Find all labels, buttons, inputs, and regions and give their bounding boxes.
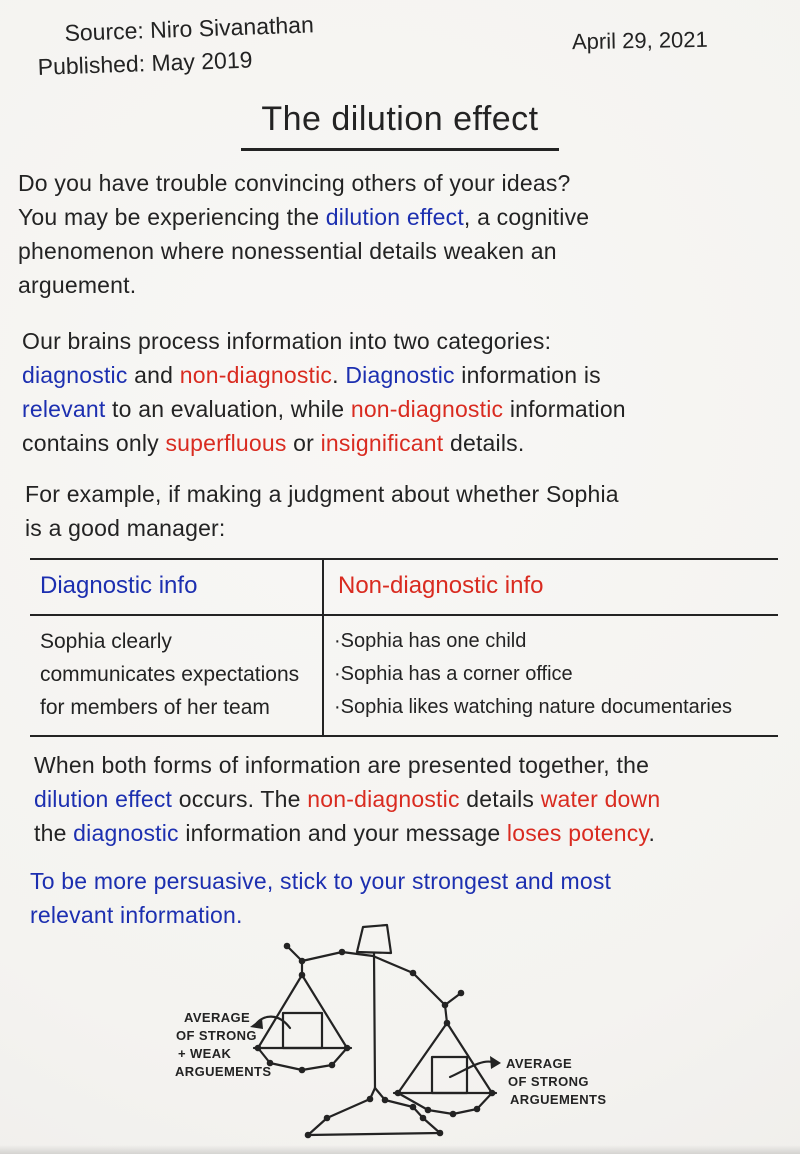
text-segment: and <box>127 362 180 388</box>
text-line <box>34 816 660 850</box>
text-segment: . <box>332 362 346 388</box>
published-line: Published: May 2019 <box>37 46 253 80</box>
table-header-non-diagnostic-text: Non-diagnostic info <box>338 572 544 599</box>
text-segment: Diagnostic <box>345 362 455 388</box>
text-line <box>40 625 322 658</box>
text-segment: information is <box>454 362 601 388</box>
table-header-diagnostic-text: Diagnostic info <box>40 572 198 599</box>
text-segment: ·Sophia has a corner office <box>334 663 573 685</box>
text-segment: When both forms of information are presented together, the <box>34 752 650 778</box>
page-title <box>0 100 800 151</box>
text-line <box>22 426 626 460</box>
text-segment: details <box>459 786 541 812</box>
right-label-line: ARGUEMENTS <box>510 1092 607 1107</box>
date-label: April 29, 2021 <box>571 26 708 55</box>
text-line <box>22 324 626 358</box>
text-segment: Our brains process information into two categories: <box>22 328 552 354</box>
table-header-row <box>30 560 778 616</box>
text-line <box>18 200 589 234</box>
diagram-labels <box>175 1010 606 1107</box>
text-line <box>40 691 322 724</box>
text-segment: Sophia clearly <box>40 630 172 653</box>
text-segment: non-diagnostic <box>350 396 504 422</box>
text-line <box>34 782 660 816</box>
base-bottom <box>308 1133 440 1135</box>
text-line <box>18 234 589 268</box>
right-arrowhead <box>490 1056 501 1069</box>
text-segment: contains only <box>22 430 166 456</box>
text-segment: ·Sophia likes watching nature documentaries <box>334 696 732 718</box>
text-segment: water down <box>540 786 661 812</box>
text-line <box>25 511 619 545</box>
table-body-row <box>30 616 778 735</box>
left-label-line: + WEAK <box>178 1046 232 1061</box>
text-segment: dilution effect <box>325 204 464 230</box>
paragraph-intro <box>18 166 589 302</box>
text-segment: You may be experiencing the <box>18 204 326 230</box>
source-line: Source: Niro Sivanathan <box>64 11 315 47</box>
table-header-diagnostic <box>30 560 322 614</box>
text-segment: arguement. <box>18 272 137 298</box>
text-line <box>25 477 619 511</box>
right-label-arrow <box>450 1062 492 1077</box>
comparison-table <box>30 558 778 737</box>
text-line <box>334 691 778 724</box>
text-segment: is a good manager: <box>25 515 226 541</box>
text-segment: To be more persuasive, stick to your strongest and most <box>30 868 612 894</box>
text-segment: Do you have trouble convincing others of your ideas? <box>18 170 571 196</box>
text-segment: relevant information. <box>30 902 243 928</box>
text-segment: For example, if making a judgment about whether Sophia <box>25 481 619 507</box>
text-segment: phenomenon where nonessential details weaken an <box>18 238 557 264</box>
text-segment: details. <box>443 430 525 456</box>
right-label-line: AVERAGE <box>506 1056 573 1071</box>
text-line <box>18 166 589 200</box>
text-line <box>334 658 778 691</box>
text-segment: dilution effect <box>34 786 173 812</box>
right-label-line: OF STRONG <box>508 1074 589 1089</box>
source-block <box>36 8 315 84</box>
text-segment: , a cognitive <box>463 204 590 230</box>
text-segment: information and your message <box>178 820 507 846</box>
paragraph-dilution <box>34 748 660 850</box>
left-label-line: AVERAGE <box>184 1010 251 1025</box>
text-segment: loses potency <box>506 820 649 846</box>
text-segment: for members of her team <box>40 696 270 719</box>
text-segment: diagnostic <box>22 362 128 388</box>
text-segment: to an evaluation, while <box>105 396 351 422</box>
text-segment: non-diagnostic <box>179 362 333 388</box>
left-label-line: OF STRONG <box>176 1028 257 1043</box>
table-cell-non-diagnostic <box>322 616 778 735</box>
text-segment: communicates expectations <box>40 663 300 686</box>
text-line <box>18 268 589 302</box>
paragraph-example <box>25 477 619 545</box>
scale-pivot-handle <box>357 925 391 953</box>
text-segment: ·Sophia has one child <box>334 630 527 652</box>
text-line <box>40 658 322 691</box>
text-line <box>22 392 626 426</box>
text-line <box>334 625 778 658</box>
text-segment: superfluous <box>165 430 287 456</box>
text-segment: . <box>648 820 656 846</box>
text-line <box>30 864 611 898</box>
left-label-line: ARGUEMENTS <box>175 1064 272 1079</box>
text-segment: relevant <box>22 396 106 422</box>
left-weight-box <box>283 1013 322 1048</box>
scale-beam <box>287 946 445 1005</box>
text-segment: non-diagnostic <box>307 786 460 812</box>
scale-pole <box>374 953 375 1088</box>
right-weight-box <box>432 1057 467 1093</box>
paragraph-categories <box>22 324 626 460</box>
text-segment: diagnostic <box>73 820 179 846</box>
text-segment: or <box>286 430 321 456</box>
left-pan-strings <box>258 975 347 1048</box>
balance-scale-sketch <box>150 916 680 1154</box>
text-segment: occurs. The <box>172 786 308 812</box>
page-title-text: The dilution effect <box>241 100 558 151</box>
table-cell-diagnostic <box>30 616 322 735</box>
text-segment: insignificant <box>320 430 444 456</box>
text-segment: information <box>503 396 626 422</box>
base-left-edge <box>308 1088 375 1135</box>
text-segment: the <box>34 820 74 846</box>
text-line <box>22 358 626 392</box>
table-header-non-diagnostic <box>322 560 778 614</box>
text-line <box>34 748 660 782</box>
